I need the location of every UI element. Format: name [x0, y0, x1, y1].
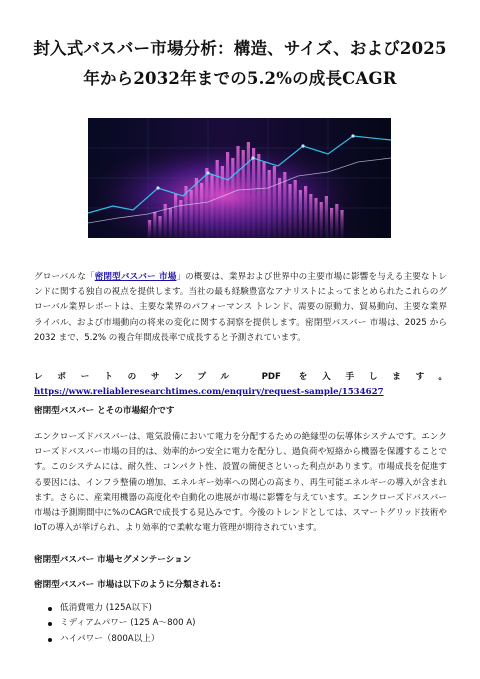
hero-decorative-bar: [148, 220, 151, 238]
sample-label: レポートのサンプル PDF を入手します。: [34, 372, 447, 382]
hero-decorative-bar: [309, 194, 312, 238]
hero-decorative-bar: [236, 146, 239, 238]
hero-decorative-bar: [288, 184, 291, 238]
hero-decorative-bar: [153, 212, 156, 238]
hero-decorative-bar: [335, 204, 338, 238]
hero-decorative-bar: [257, 154, 260, 238]
bullet-icon: [48, 622, 52, 626]
segment-label: 低消費電力 (125A以下): [60, 603, 152, 613]
hero-decorative-bar: [268, 170, 271, 238]
hero-decorative-bar: [247, 142, 250, 238]
intro-suffix: 」の概要は、業界および世界中の主要市場に影響を与える主要なトレンドに関する独自の視点を提供します。当社の最も経験豊富なアナリストによってまとめられたこれらのグローバル業界レポートは、主要な業界のパフォーマンス トレンド、需要の原動力、貿易動向、主要な業界ライバル、および市場動向の将来の変化に関する洞察を提供します。密閉型バスバー 市場は、2025 から 2032 まで、5.2% の複合年間成長率で成長すると予測されています。: [34, 272, 447, 343]
hero-decorative-bar: [242, 150, 245, 238]
hero-decorative-bar: [262, 162, 265, 238]
hero-decorative-bar: [221, 166, 224, 238]
page-title: 封入式バスバー市場分析：構造、サイズ、および2025年から2032年までの5.2%の成長CAGR: [33, 39, 447, 88]
hero-decorative-bar: [320, 202, 323, 238]
list-item: [60, 616, 196, 631]
hero-decorative-bar: [158, 216, 161, 238]
hero-decorative-bar: [340, 210, 343, 238]
sample-request-link[interactable]: https://www.reliableresearchtimes.com/enquiry/request-sample/1534627: [34, 387, 384, 398]
hero-decorative-bar: [325, 196, 328, 238]
intro-paragraph: [34, 270, 447, 346]
section-heading-classification: 密閉型バスバー 市場は以下のように分類される:: [34, 580, 221, 590]
bullet-icon: [48, 638, 52, 642]
hero-decorative-bar: [294, 180, 297, 238]
section-heading-intro: 密閉型バスバー とその市場紹介です: [34, 406, 175, 416]
intro-prefix: グローバルな「: [34, 272, 95, 282]
hero-decorative-bar: [273, 166, 276, 238]
hero-decorative-bar: [190, 190, 193, 238]
section-heading-segmentation: 密閉型バスバー 市場セグメンテーション: [34, 555, 192, 565]
list-item: [60, 632, 196, 647]
segment-label: ミディアムパワー (125 A〜800 A): [60, 618, 196, 629]
hero-decorative-bar: [210, 174, 213, 238]
hero-decorative-bar: [252, 148, 255, 238]
hero-decorative-bar: [200, 183, 203, 238]
hero-decorative-bar: [195, 178, 198, 238]
hero-decorative-bar: [299, 190, 302, 238]
hero-decorative-bar: [205, 168, 208, 238]
segment-list: [60, 601, 196, 647]
market-keyword-link[interactable]: 密閉型バスバー 市場: [94, 272, 177, 282]
hero-decorative-bar: [278, 178, 281, 238]
hero-chart-graphic: [88, 118, 391, 238]
hero-decorative-bar: [169, 208, 172, 238]
bullet-icon: [48, 607, 52, 611]
hero-decorative-bar: [231, 158, 234, 238]
list-item: [60, 601, 196, 616]
segment-label: ハイパワー（800A以上）: [60, 633, 160, 644]
hero-decorative-bar: [330, 208, 333, 238]
hero-decorative-bar: [304, 186, 307, 238]
hero-decorative-bar: [174, 194, 177, 238]
hero-image: [88, 118, 391, 238]
market-intro-paragraph: エンクローズドバスバーは、電気設備において電力を分配するための絶縁型の伝導体システムです。エンクローズドバスバー市場の目的は、効率的かつ安全に電力を配分し、過負荷や短絡から機器を保護することです。このシステムには、耐久性、コンパクト性、設置の簡便さといった利点があります。市場成長を促進する要因には、インフラ整備の増加、エネルギー効率への関心の高まり、再生可能エネルギーの導入が含まれます。さらに、産業用機器の高度化や自動化の進展が市場に影響を与えています。エンクローズドバスバー市場は予測期間中に%のCAGRで成長する見込みです。今後のトレンドとしては、スマートグリッド技術やIoTの導入が挙げられ、より効率的で柔軟な電力管理が期待されています。: [34, 432, 447, 534]
hero-decorative-bar: [314, 198, 317, 238]
sample-request-line: [34, 370, 447, 400]
